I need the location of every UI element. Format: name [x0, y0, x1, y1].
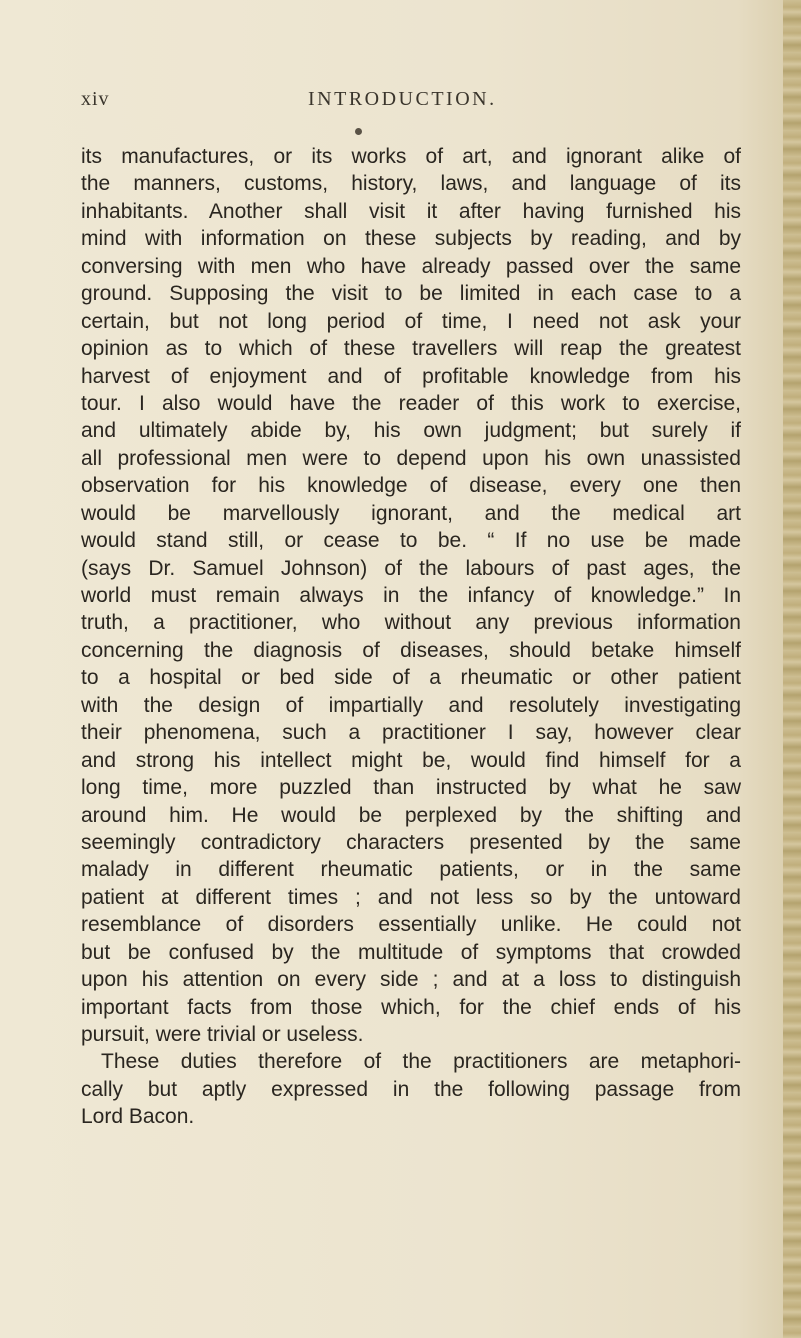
- text-line: harvest of enjoyment and of profitable knowledge from his: [81, 364, 741, 388]
- text-line: long time, more puzzled than instructed by what he saw: [81, 776, 741, 800]
- text-line: mind with information on these subjects by reading, and by: [81, 227, 741, 251]
- text-line: would be marvellously ignorant, and the medical art: [81, 501, 741, 525]
- text-line: around him. He would be perplexed by the shifting and: [81, 803, 741, 827]
- text-line: and strong his intellect might be, would find himself for a: [81, 748, 741, 772]
- text-line: all professional men were to depend upon his own unassisted: [81, 446, 741, 470]
- text-line: the manners, customs, history, laws, and language of its: [81, 172, 741, 196]
- text-line: cally but aptly expressed in the following passage from: [81, 1077, 741, 1101]
- text-line: to a hospital or bed side of a rheumatic or other patient: [81, 666, 741, 690]
- paragraph-end-line: pursuit, were trivial or useless.: [81, 1023, 364, 1046]
- text-line: resemblance of disorders essentially unlike. He could not: [81, 913, 741, 937]
- body-text: [81, 143, 741, 1131]
- text-line: important facts from those which, for the chief ends of his: [81, 995, 741, 1019]
- text-line: with the design of impartially and resolutely investigating: [81, 693, 741, 717]
- text-line: observation for his knowledge of disease, every one then: [81, 474, 741, 498]
- page-edge: [783, 0, 801, 1338]
- text-line: seemingly contradictory characters presented by the same: [81, 830, 741, 854]
- text-line: its manufactures, or its works of art, and ignorant alike of: [81, 145, 741, 168]
- text-line: opinion as to which of these travellers will reap the greatest: [81, 337, 741, 361]
- page-number: xiv: [81, 88, 110, 110]
- text-line: but be confused by the multitude of symptoms that crowded: [81, 940, 741, 964]
- text-line: upon his attention on every side ; and at a loss to distinguish: [81, 968, 741, 992]
- text-line: their phenomena, such a practitioner I say, however clear: [81, 721, 741, 745]
- text-line: concerning the diagnosis of diseases, should betake himself: [81, 638, 741, 662]
- text-line: and ultimately abide by, his own judgment; but surely if: [81, 419, 741, 443]
- text-line: truth, a practitioner, who without any previous information: [81, 611, 741, 635]
- ink-speck: [355, 128, 362, 135]
- text-line: (says Dr. Samuel Johnson) of the labours of past ages, the: [81, 556, 741, 580]
- text-line: tour. I also would have the reader of this work to exercise,: [81, 391, 741, 415]
- text-line: ground. Supposing the visit to be limited in each case to a: [81, 282, 741, 306]
- text-line: certain, but not long period of time, I need not ask your: [81, 309, 741, 333]
- text-line: world must remain always in the infancy of knowledge.” In: [81, 584, 741, 607]
- paragraph-start-line: These duties therefore of the practitioners are metaphori-: [101, 1050, 741, 1074]
- text-line: conversing with men who have already passed over the same: [81, 254, 741, 278]
- text-line: malady in different rheumatic patients, or in the same: [81, 858, 741, 882]
- text-line: inhabitants. Another shall visit it after having furnished his: [81, 199, 741, 223]
- running-title: INTRODUCTION.: [308, 88, 497, 110]
- running-head: [0, 88, 801, 118]
- text-line: would stand still, or cease to be. “ If no use be made: [81, 529, 741, 553]
- text-line: patient at different times ; and not less so by the untoward: [81, 885, 741, 909]
- paragraph-end-line: Lord Bacon.: [81, 1105, 195, 1129]
